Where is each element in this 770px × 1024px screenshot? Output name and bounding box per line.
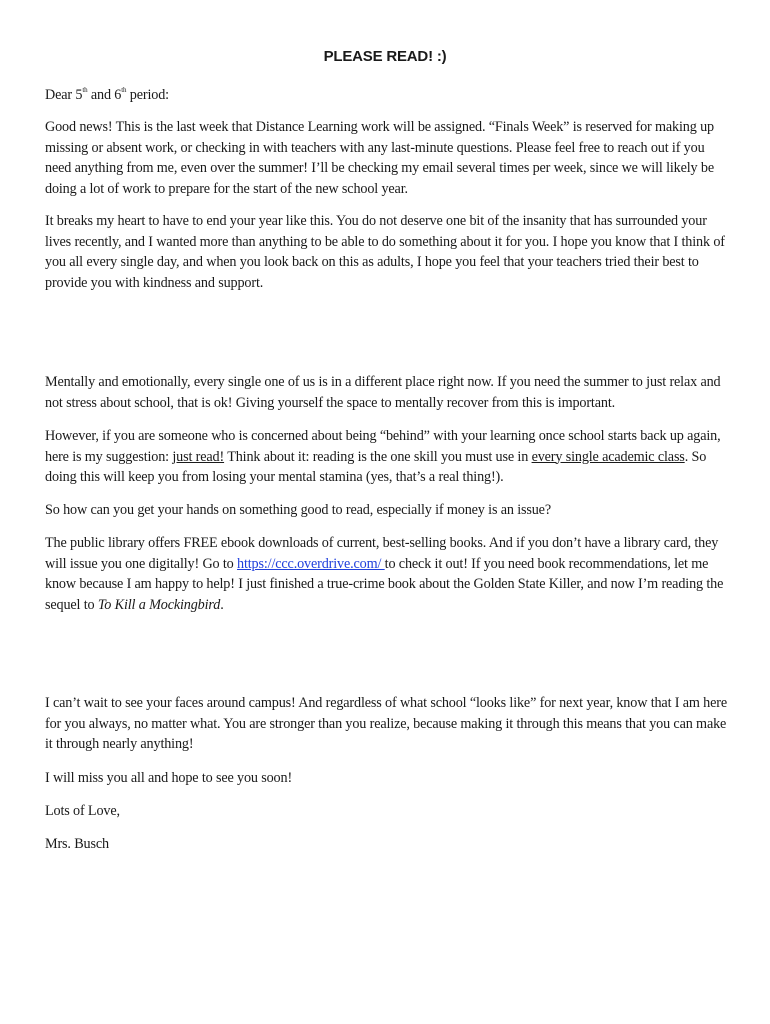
overdrive-link[interactable]: https://ccc.overdrive.com/ — [237, 555, 385, 572]
paragraph-heartbreak: It breaks my heart to have to end your year like this. You do not deserve one bit of the insanity that has surrounded your lives recently, and I wanted more than anything to be able to do something about it for you. I hope you know that I think of you all every single day, and when you look back on this as adults, I hope you feel that your teachers tried their best to provide you with kindness and support. — [45, 213, 725, 291]
every-class-emphasis: every single academic class — [531, 448, 685, 465]
paragraph-suggestion — [45, 426, 730, 488]
library-text-c: . — [220, 596, 224, 613]
suggestion-text-b: Think about it: reading is the one skill you must use in — [224, 448, 532, 465]
just-read-emphasis: just read! — [172, 448, 225, 465]
salutation-post: period: — [126, 87, 169, 103]
page-title: PLEASE READ! :) — [323, 48, 447, 65]
book-title: To Kill a Mockingbird — [97, 596, 221, 613]
library-text-a: The public library offers FREE ebook downloads of current, best-selling books. And if you don’t have a library card, they will issue you one digitally! Go to — [45, 535, 719, 572]
salutation-mid: and 6 — [87, 87, 122, 103]
salutation-pre: Dear 5 — [45, 87, 83, 103]
paragraph-finals-week: Good news! This is the last week that Distance Learning work will be assigned. “Finals Week” is reserved for making up missing or absent work, or checking in with teachers with any last-minute questions. Please feel free to reach out if you need anything from me, even over the summer! I’ll be checking my email several times per week, since we will likely be doing a lot of work to prepare for the start of the new school year. — [45, 119, 714, 197]
salutation-sup-1: th — [82, 86, 88, 94]
paragraph-miss-you: I will miss you all and hope to see you soon! — [45, 770, 293, 786]
paragraph-campus: I can’t wait to see your faces around campus! And regardless of what school “looks like” for next year, know that I am here for you always, no matter what. You are stronger than you realize, because making it through this means that you can make it through nearly anything! — [45, 695, 727, 752]
paragraph-mental-health: Mentally and emotionally, every single one of us is in a different place right now. If you need the summer to just relax and not stress about school, that is ok! Giving yourself the space to mentally recover from this is important. — [45, 374, 721, 411]
paragraph-question: So how can you get your hands on something good to read, especially if money is an issue? — [45, 502, 551, 518]
closing-line: Lots of Love, — [45, 803, 120, 819]
suggestion-text-c: . So doing this will keep you from losing your mental stamina (yes, that’s a real thing!). — [45, 448, 707, 485]
library-text-b: to check it out! If you need book recommendations, let me know because I am happy to help! I just finished a true-crime book about the Golden State Killer, and now I’m reading the sequel to — [45, 555, 724, 613]
salutation — [45, 85, 730, 106]
signature: Mrs. Busch — [45, 836, 109, 852]
paragraph-library — [45, 533, 730, 615]
salutation-sup-2: th — [121, 86, 127, 94]
suggestion-text-a: However, if you are someone who is concerned about being “behind” with your learning once school starts back up again, here is my suggestion: — [45, 428, 721, 465]
